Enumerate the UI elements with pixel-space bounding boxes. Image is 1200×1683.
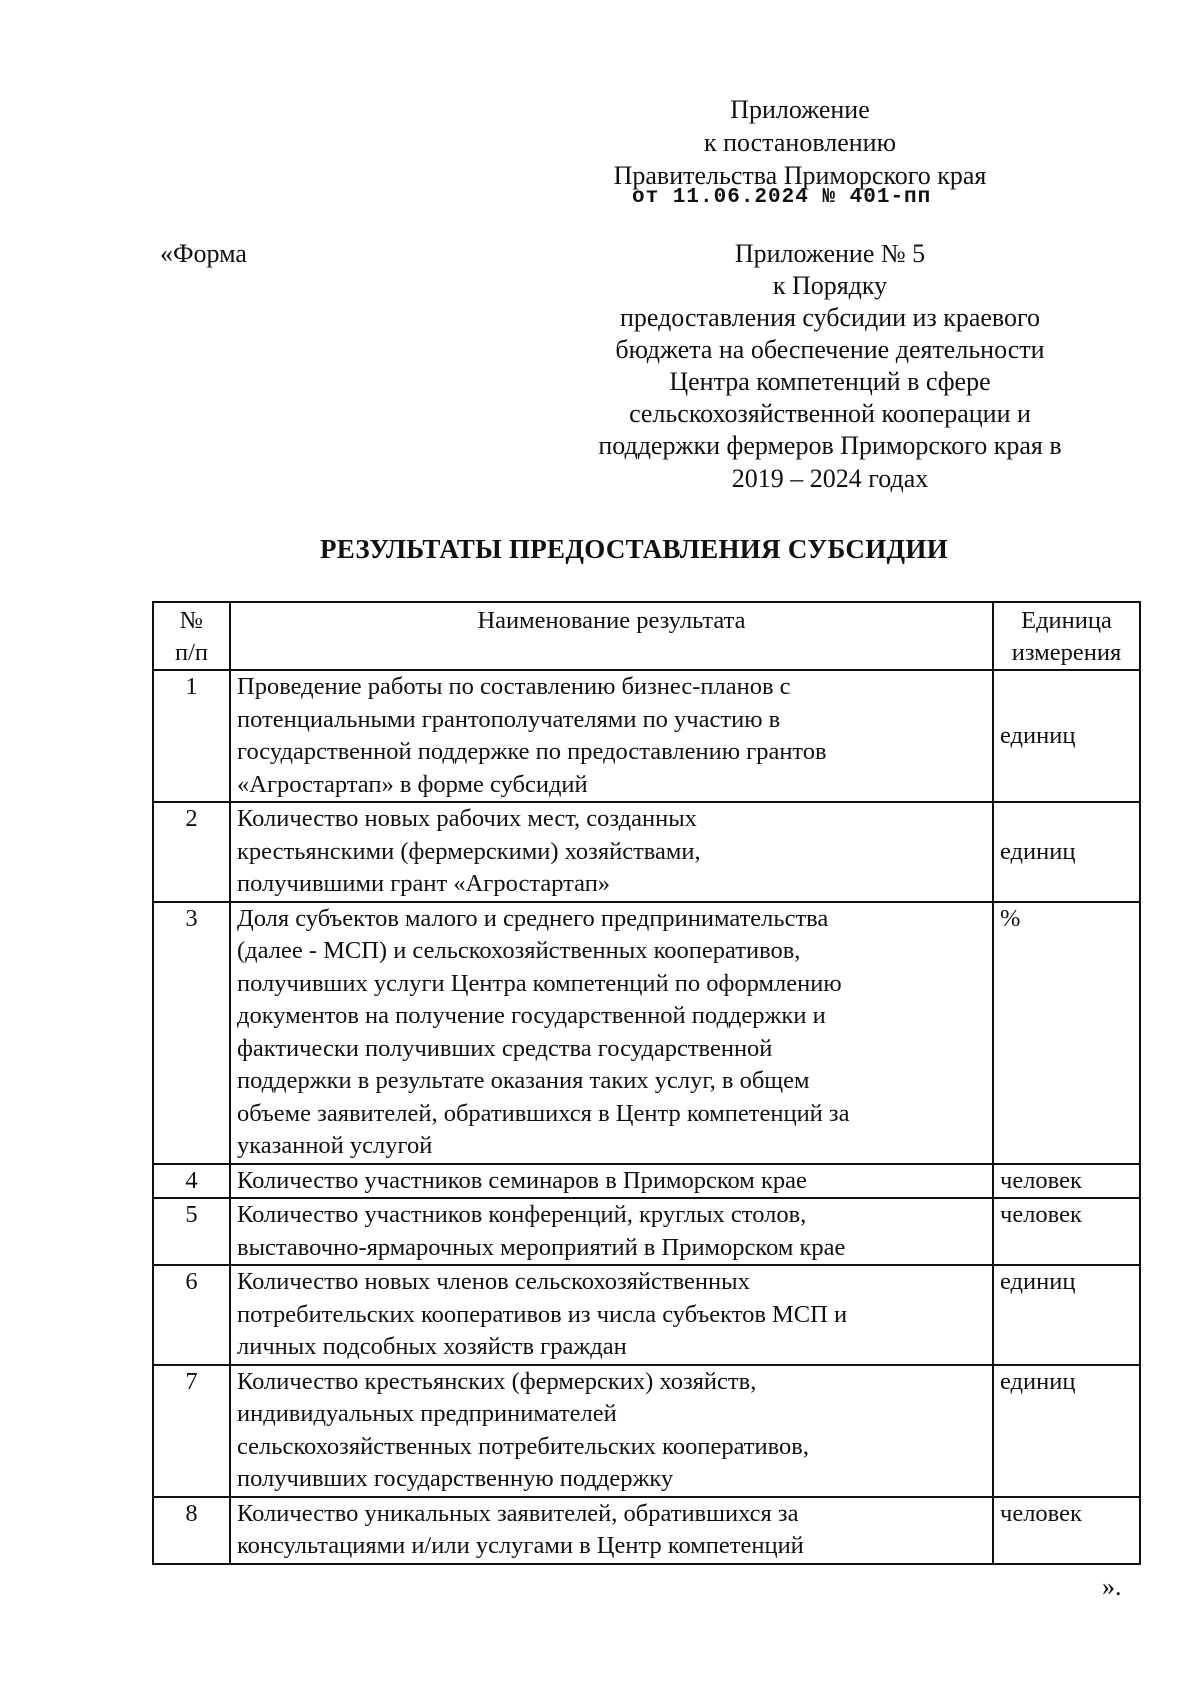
row-name-line: Количество участников семинаров в Приморском крае xyxy=(237,1166,807,1194)
row-number: 3 xyxy=(153,902,230,1164)
row-number: 4 xyxy=(153,1164,230,1199)
row-unit: единиц xyxy=(993,1265,1140,1365)
table-row xyxy=(153,902,1140,1164)
row-name-line: (далее - МСП) и сельскохозяйственных кооперативов, xyxy=(237,937,801,964)
form-label: «Форма xyxy=(160,239,247,268)
row-name-line: Проведение работы по составлению бизнес-планов с xyxy=(237,673,791,700)
resolution-stamp: от 11.06.2024 № 401-пп xyxy=(632,186,932,209)
attachment-line: к Порядку xyxy=(772,271,888,300)
row-name-line: государственной поддержке по предоставлению грантов xyxy=(237,738,827,765)
attachment-line: Приложение № 5 xyxy=(734,239,926,268)
table-row xyxy=(153,1198,1140,1265)
row-number: 1 xyxy=(153,670,230,802)
row-number: 7 xyxy=(153,1365,230,1497)
row-name-line: потребительских кооперативов из числа субъектов МСП и xyxy=(237,1300,848,1328)
header-unit-line: Единица xyxy=(1021,607,1112,634)
row-name-line: получивших государственную поддержку xyxy=(237,1465,674,1492)
header-number xyxy=(153,602,230,670)
row-unit: единиц xyxy=(993,1365,1140,1497)
appendix-line: Приложение xyxy=(730,95,870,124)
row-name-line: сельскохозяйственных потребительских кооперативов, xyxy=(237,1432,809,1460)
row-name-line: крестьянскими (фермерскими) хозяйствами, xyxy=(237,837,701,865)
row-name-line: объеме заявителей, обратившихся в Центр компетенций за xyxy=(237,1099,850,1127)
appendix-line: к постановлению xyxy=(703,128,897,157)
attachment-line: сельскохозяйственной кооперации и xyxy=(629,399,1031,428)
row-name-line: Количество крестьянских (фермерских) хозяйств, xyxy=(237,1367,757,1395)
row-name-line: выставочно-ярмарочных мероприятий в Приморском крае xyxy=(237,1233,846,1261)
closing-quote: ». xyxy=(1102,1572,1122,1601)
row-name-line: личных подсобных хозяйств граждан xyxy=(237,1333,627,1360)
row-name xyxy=(230,1265,993,1365)
attachment-line: предоставления субсидии из краевого xyxy=(619,303,1041,332)
row-name-line: указанной услугой xyxy=(237,1132,433,1159)
row-name-line: Доля субъектов малого и среднего предпринимательства xyxy=(237,904,829,932)
table-row xyxy=(153,670,1140,802)
row-number: 6 xyxy=(153,1265,230,1365)
appendix-line: Правительства Приморского края xyxy=(613,161,987,190)
attachment-line: 2019 – 2024 годах xyxy=(731,464,929,493)
row-name-line: индивидуальных предпринимателей xyxy=(237,1400,617,1427)
row-name-line: Количество новых членов сельскохозяйственных xyxy=(237,1268,750,1295)
header-name-text: Наименование результата xyxy=(477,607,746,634)
attachment-line: поддержки фермеров Приморского края в xyxy=(598,431,1062,460)
row-name xyxy=(230,902,993,1164)
attachment-line: Центра компетенций в сфере xyxy=(669,367,991,396)
row-name xyxy=(230,670,993,802)
table-row xyxy=(153,802,1140,902)
row-name-line: «Агростартап» в форме субсидий xyxy=(237,770,588,798)
row-unit: человек xyxy=(993,1497,1140,1564)
header-unit xyxy=(993,602,1140,670)
row-name-line: получившими грант «Агростартап» xyxy=(237,870,611,897)
row-unit: единиц xyxy=(993,670,1140,802)
table-header-row xyxy=(153,602,1140,670)
row-name xyxy=(230,1198,993,1265)
row-unit: % xyxy=(993,902,1140,1164)
row-unit: единиц xyxy=(993,802,1140,902)
row-number: 5 xyxy=(153,1198,230,1265)
row-unit: человек xyxy=(993,1164,1140,1199)
row-name-line: Количество новых рабочих мест, созданных xyxy=(237,805,697,832)
row-name xyxy=(230,1164,993,1199)
table-row xyxy=(153,1365,1140,1497)
header-unit-line: измерения xyxy=(1011,639,1122,666)
header-number-line: п/п xyxy=(174,639,209,666)
row-name xyxy=(230,802,993,902)
document-title: РЕЗУЛЬТАТЫ ПРЕДОСТАВЛЕНИЯ СУБСИДИИ xyxy=(320,534,948,564)
results-table xyxy=(152,601,1141,1565)
row-name-line: получивших услуги Центра компетенций по оформлению xyxy=(237,969,842,997)
header-name xyxy=(230,602,993,670)
row-number: 2 xyxy=(153,802,230,902)
row-unit: человек xyxy=(993,1198,1140,1265)
table-row xyxy=(153,1497,1140,1564)
row-name-line: документов на получение государственной поддержки и xyxy=(237,1002,826,1029)
table-row xyxy=(153,1164,1140,1199)
row-name xyxy=(230,1497,993,1564)
table-row xyxy=(153,1265,1140,1365)
header-number-line: № xyxy=(179,607,204,634)
row-name-line: потенциальными грантополучателями по участию в xyxy=(237,705,781,733)
attachment-line: бюджета на обеспечение деятельности xyxy=(615,335,1045,364)
row-name-line: Количество уникальных заявителей, обратившихся за xyxy=(237,1499,799,1527)
row-name-line: поддержки в результате оказания таких услуг, в общем xyxy=(237,1067,810,1094)
row-name-line: консультациями и/или услугами в Центр компетенций xyxy=(237,1532,804,1559)
row-name-line: фактически получивших средства государственной xyxy=(237,1034,773,1062)
row-name-line: Количество участников конференций, круглых столов, xyxy=(237,1201,807,1228)
row-name xyxy=(230,1365,993,1497)
row-number: 8 xyxy=(153,1497,230,1564)
